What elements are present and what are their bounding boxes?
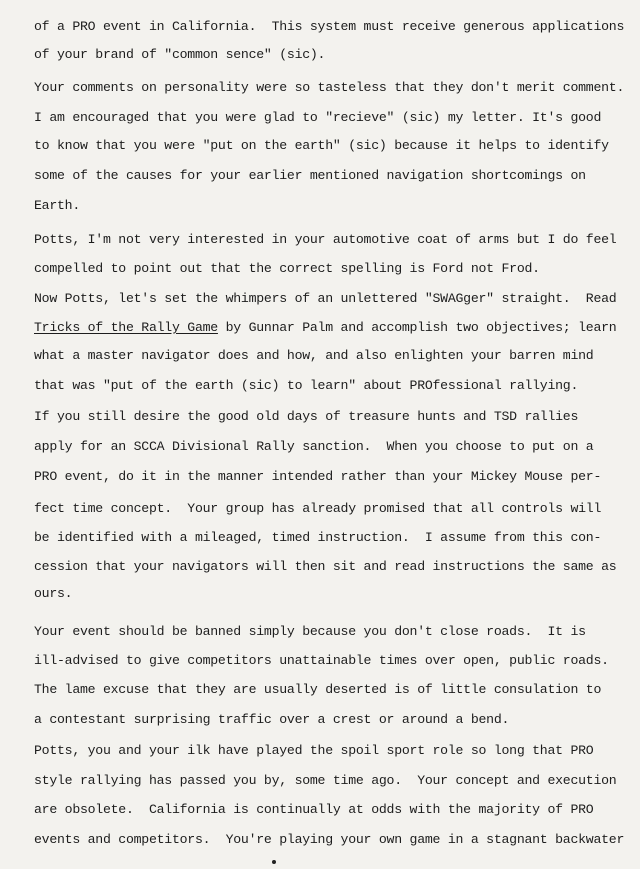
text-line: If you still desire the good old days of treasure hunts and TSD rallies [34,409,579,424]
text-line: Your event should be banned simply because you don't close roads. It is [34,624,586,639]
text-line: Potts, you and your ilk have played the spoil sport role so long that PRO [34,743,594,758]
text-line: to know that you were "put on the earth" (sic) because it helps to identify [34,138,609,153]
text-line: cession that your navigators will then sit and read instructions the same as [34,559,617,574]
text-line: compelled to point out that the correct spelling is Ford not Frod. [34,261,540,276]
text-line: ill-advised to give competitors unattainable times over open, public roads. [34,653,609,668]
text-line: are obsolete. California is continually at odds with the majority of PRO [34,802,594,817]
text-line: PRO event, do it in the manner intended rather than your Mickey Mouse per- [34,469,602,484]
text-line-book-reference [34,318,616,338]
text-line: fect time concept. Your group has already promised that all controls will [34,501,602,516]
ink-speck [272,860,276,864]
text-line: The lame excuse that they are usually deserted is of little consulation to [34,682,602,697]
text-line: events and competitors. You're playing your own game in a stagnant backwater [34,832,625,847]
text-line: a contestant surprising traffic over a crest or around a bend. [34,712,510,727]
text-line: what a master navigator does and how, and also enlighten your barren mind [34,348,594,363]
text-line: be identified with a mileaged, timed instruction. I assume from this con- [34,530,602,545]
text-line: style rallying has passed you by, some time ago. Your concept and execution [34,773,617,788]
text-line: that was "put of the earth (sic) to learn" about PROfessional rallying. [34,378,579,393]
text-line: of a PRO event in California. This system must receive generous applications [34,19,625,34]
text-line-rest: by Gunnar Palm and accomplish two objectives; learn [217,320,617,335]
text-line: I am encouraged that you were glad to "recieve" (sic) my letter. It's good [34,110,602,125]
text-line: some of the causes for your earlier mentioned navigation shortcomings on [34,168,586,183]
text-line: Earth. [34,198,80,213]
text-line: apply for an SCCA Divisional Rally sanction. When you choose to put on a [34,439,594,454]
text-line: of your brand of "common sence" (sic). [34,47,326,62]
text-line: Now Potts, let's set the whimpers of an unlettered "SWAGger" straight. Read [34,291,617,306]
text-line: ours. [34,586,73,601]
book-title: Tricks of the Rally Game [34,320,218,335]
text-line: Your comments on personality were so tasteless that they don't merit comment. [34,80,625,95]
text-line: Potts, I'm not very interested in your automotive coat of arms but I do feel [34,232,617,247]
